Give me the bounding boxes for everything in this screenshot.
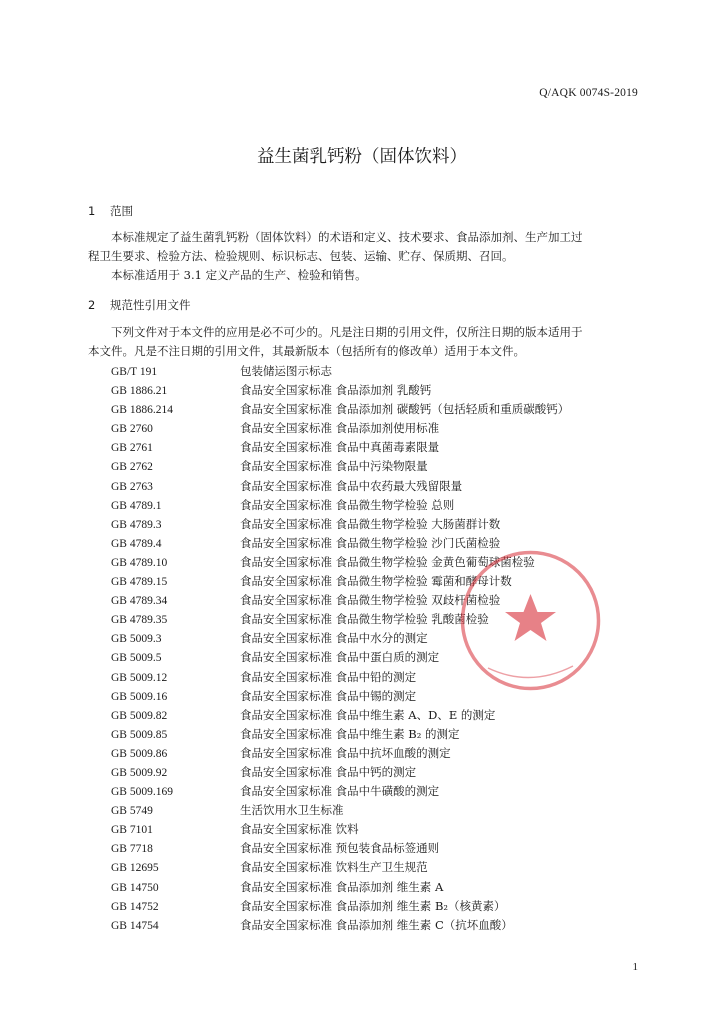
reference-row: [111, 706, 569, 725]
reference-row: [111, 438, 569, 457]
reference-code: GB 5009.169: [111, 786, 173, 799]
section-2-title: 规范性引用文件: [110, 298, 191, 312]
section-2-intro: [88, 323, 638, 361]
reference-title: 食品安全国家标准 食品中维生素 A、D、E 的测定: [240, 707, 496, 722]
page-number: 1: [632, 961, 638, 973]
scope-applicability: 本标准适用于 3.1 定义产品的生产、检验和销售。: [111, 268, 367, 282]
reference-code: GB 4789.35: [111, 614, 168, 627]
reference-row: [111, 419, 569, 438]
reference-code: GB 5009.82: [111, 709, 168, 722]
reference-code: GB 4789.3: [111, 518, 162, 531]
reference-title: 食品安全国家标准 食品中牛磺酸的测定: [240, 784, 440, 799]
reference-row: [111, 400, 569, 419]
reference-title: 食品安全国家标准 食品微生物学检验 大肠菌群计数: [240, 516, 501, 531]
reference-code: GB 14752: [111, 900, 159, 913]
reference-row: [111, 457, 569, 476]
reference-code: GB 14750: [111, 881, 159, 894]
reference-title: 食品安全国家标准 食品中污染物限量: [240, 459, 428, 474]
reference-title: 食品安全国家标准 食品添加剂 维生素 C（抗坏血酸）: [240, 917, 513, 932]
reference-title: 食品安全国家标准 食品中铅的测定: [240, 669, 417, 684]
reference-title: 食品安全国家标准 食品中真菌毒素限量: [240, 440, 440, 455]
intro-line-1: 下列文件对于本文件的应用是必不可少的。凡是注日期的引用文件，仅所注日期的版本适用于: [111, 325, 583, 339]
reference-title: 食品安全国家标准 食品中抗坏血酸的测定: [240, 745, 451, 760]
reference-title: 食品安全国家标准 食品中蛋白质的测定: [240, 650, 440, 665]
section-2-number: 2: [88, 298, 96, 312]
reference-row: [111, 782, 569, 801]
section-1-heading: [88, 203, 133, 219]
reference-row: [111, 820, 569, 839]
reference-title: 食品安全国家标准 食品中水分的测定: [240, 631, 428, 646]
reference-title: 食品安全国家标准 饮料: [240, 822, 359, 837]
reference-title: 食品安全国家标准 食品微生物学检验 双歧杆菌检验: [240, 593, 501, 608]
intro-line-2: 本文件。凡是不注日期的引用文件，其最新版本（包括所有的修改单）适用于本文件。: [88, 344, 525, 358]
reference-title: 食品安全国家标准 食品中农药最大残留限量: [240, 478, 463, 493]
reference-row: [111, 763, 569, 782]
reference-row: [111, 362, 569, 381]
reference-code: GB 5009.85: [111, 728, 168, 741]
reference-title: 食品安全国家标准 食品添加剂使用标准: [240, 421, 440, 436]
reference-code: GB 5009.3: [111, 633, 162, 646]
reference-title: 食品安全国家标准 饮料生产卫生规范: [240, 860, 428, 875]
reference-code: GB 5009.5: [111, 652, 162, 665]
reference-title: 食品安全国家标准 食品微生物学检验 金黄色葡萄球菌检验: [240, 554, 535, 569]
reference-title: 食品安全国家标准 食品添加剂 维生素 A: [240, 879, 444, 894]
reference-code: GB 5749: [111, 805, 153, 818]
company-seal: [458, 548, 603, 693]
section-1-number: 1: [88, 204, 96, 218]
reference-title: 食品安全国家标准 食品中维生素 B₂ 的测定: [240, 726, 460, 741]
scope-paragraph-line-1: 本标准规定了益生菌乳钙粉（固体饮料）的术语和定义、技术要求、食品添加剂、生产加工过: [111, 230, 583, 244]
scope-paragraph-line-2: 程卫生要求、检验方法、检验规则、标识标志、包装、运输、贮存、保质期、召回。: [88, 249, 514, 263]
reference-row: [111, 801, 569, 820]
reference-code: GB 5009.92: [111, 766, 168, 779]
reference-row: [111, 496, 569, 515]
reference-row: [111, 916, 569, 935]
reference-code: GB 4789.10: [111, 556, 168, 569]
reference-code: GB 1886.214: [111, 404, 173, 417]
reference-code: GB 4789.15: [111, 576, 168, 589]
seal-arc: [488, 666, 573, 678]
reference-row: [111, 878, 569, 897]
reference-code: GB 4789.34: [111, 595, 168, 608]
reference-row: [111, 725, 569, 744]
reference-title: 包装储运图示标志: [240, 364, 332, 378]
reference-title: 食品安全国家标准 食品添加剂 维生素 B₂（核黄素）: [240, 898, 506, 913]
reference-code: GB 2763: [111, 480, 153, 493]
reference-code: GB 5009.12: [111, 671, 168, 684]
reference-row: [111, 897, 569, 916]
reference-code: GB 7101: [111, 824, 153, 837]
reference-code: GB/T 191: [111, 366, 158, 378]
reference-code: GB 14754: [111, 919, 159, 932]
reference-row: [111, 839, 569, 858]
reference-title: 生活饮用水卫生标准: [240, 803, 344, 818]
reference-code: GB 2760: [111, 423, 153, 436]
reference-code: GB 12695: [111, 862, 159, 875]
reference-row: [111, 515, 569, 534]
reference-code: GB 2762: [111, 461, 153, 474]
reference-title: 食品安全国家标准 预包装食品标签通则: [240, 841, 440, 856]
reference-row: [111, 744, 569, 763]
document-number: Q/AQK 0074S-2019: [539, 87, 638, 99]
reference-code: GB 1886.21: [111, 385, 168, 398]
reference-row: [111, 477, 569, 496]
reference-code: GB 4789.1: [111, 499, 162, 512]
reference-title: 食品安全国家标准 食品微生物学检验 沙门氏菌检验: [240, 535, 501, 550]
reference-code: GB 5009.86: [111, 747, 168, 760]
reference-title: 食品安全国家标准 食品微生物学检验 乳酸菌检验: [240, 612, 489, 627]
section-1-body: [88, 228, 638, 285]
reference-title: 食品安全国家标准 食品中锡的测定: [240, 688, 417, 703]
reference-code: GB 4789.4: [111, 537, 162, 550]
reference-code: GB 7718: [111, 843, 153, 856]
reference-code: GB 5009.16: [111, 690, 168, 703]
reference-title: 食品安全国家标准 食品微生物学检验 总则: [240, 497, 455, 512]
reference-row: [111, 381, 569, 400]
seal-star-icon: [505, 594, 556, 641]
reference-title: 食品安全国家标准 食品微生物学检验 霉菌和酵母计数: [240, 574, 512, 589]
reference-code: GB 2761: [111, 442, 153, 455]
page-title: 益生菌乳钙粉（固体饮料）: [257, 147, 467, 167]
section-1-title: 范围: [110, 204, 133, 218]
reference-title: 食品安全国家标准 食品添加剂 乳酸钙: [240, 383, 432, 398]
section-2-heading: [88, 297, 191, 313]
reference-row: [111, 858, 569, 877]
reference-title: 食品安全国家标准 食品添加剂 碳酸钙（包括轻质和重质碳酸钙）: [240, 402, 570, 417]
reference-title: 食品安全国家标准 食品中钙的测定: [240, 764, 417, 779]
